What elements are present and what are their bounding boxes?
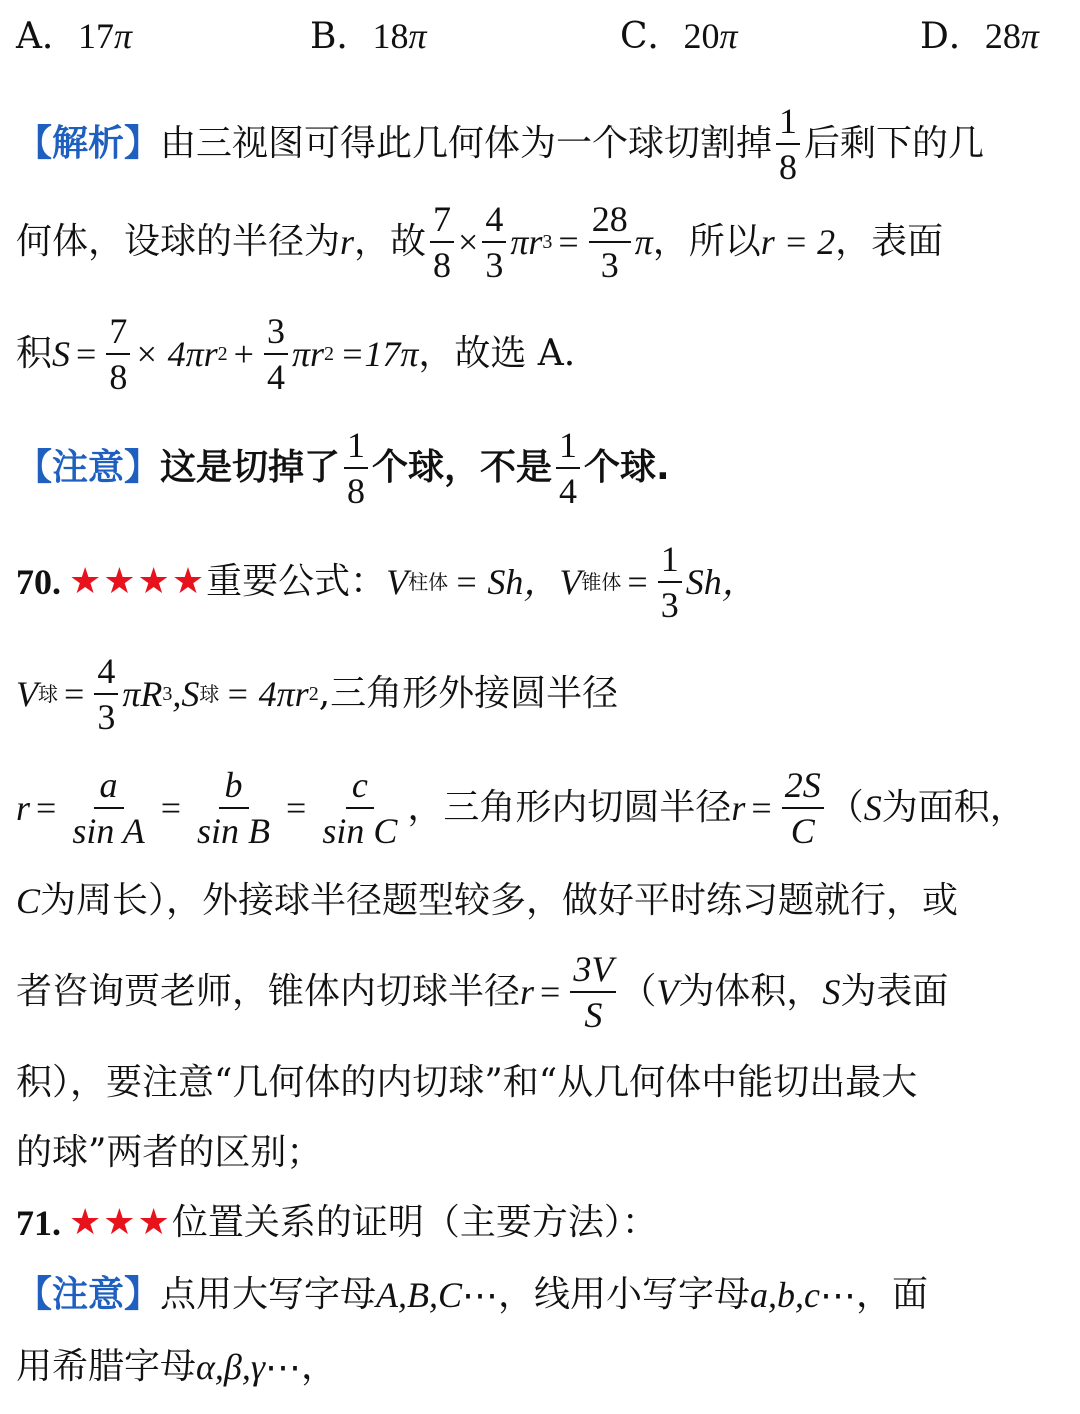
choice-c: C．20π	[620, 16, 738, 57]
fraction: $\frac{3V}{S}$	[570, 951, 616, 1033]
fraction: $\frac{7}{8}$	[430, 201, 454, 283]
fraction: $\frac{1}{8}$	[776, 103, 800, 185]
analysis-tag: 【解析】	[16, 123, 161, 164]
note-tag: 【注意】	[16, 447, 161, 488]
fraction: $\frac{1}{8}$	[344, 427, 368, 509]
star-rating: ★★★	[69, 1202, 172, 1243]
fraction: $\frac{28}{3}$	[589, 201, 631, 283]
item-70-line-6: 积），要注意“几何体的内切球”和“从几何体中能切出最大	[16, 1062, 918, 1103]
note-2-line-1: 【注意】 点用大写字母 A,B,C ⋯ ，线用小写字母 a,b,c ⋯ ，面	[16, 1274, 929, 1315]
fraction: $\frac{c}{\text{sin C}}$	[322, 765, 398, 851]
note-2-line-2: 用希腊字母 α,β,γ ⋯ ，	[16, 1346, 338, 1387]
item-70-line-7: 的球”两者的区别；	[16, 1132, 323, 1173]
fraction: $\frac{4}{3}$	[94, 653, 118, 735]
choice-b: B．18π	[310, 16, 427, 57]
item-number: 71.	[16, 1203, 61, 1243]
item-70-line-4: C 为周长），外接球半径题型较多，做好平时练习题就行，或	[16, 880, 959, 921]
note-tag: 【注意】	[16, 1274, 161, 1315]
fraction: $\frac{1}{4}$	[556, 427, 580, 509]
item-70-line-3: r = $\frac{a}{\text{sin A}}$ = $\frac{b}{\text{sin B}}$ = $\frac{c}{\text{sin C}}$ ，三角形内切圆半径 r = $\frac{2S}{C}$ （ S 为面积，	[16, 765, 1026, 851]
fraction: $\frac{b}{\text{sin B}}$	[197, 765, 271, 851]
choice-d: D．28π	[920, 16, 1039, 57]
choice-a: A．17π	[16, 16, 133, 57]
fraction: $\frac{1}{3}$	[658, 541, 682, 623]
fraction: $\frac{3}{4}$	[264, 313, 288, 395]
analysis-line-2: 何体，设球的半径为 r ，故 $\frac{7}{8}$ × $\frac{4}{3}$ πr 3 = $\frac{28}{3}$ π ，所以 r = 2 ，表面	[16, 199, 944, 285]
item-70-line-2: V 球 = $\frac{4}{3}$ πR 3 ,S 球 = 4πr 2 ,三角形外接圆半径	[16, 651, 619, 737]
fraction: $\frac{4}{3}$	[482, 201, 506, 283]
fraction: $\frac{a}{\text{sin A}}$	[72, 765, 145, 851]
item-70-line-5: 者咨询贾老师，锥体内切球半径 r = $\frac{3V}{S}$ （ V 为体积， S 为表面	[16, 949, 949, 1035]
analysis-line-1: 【解析】 由三视图可得此几何体为一个球切割掉 $\frac{1}{8}$ 后剩下的几	[16, 101, 985, 187]
analysis-line-3: 积 S = $\frac{7}{8}$ × 4πr 2 + $\frac{3}{4}$ πr 2 =17π ，故选 A.	[16, 311, 576, 397]
item-70-line-1: 70. ★★★★ 重要公式： V 柱体 = Sh， V 锥体 = $\frac{1}{3}$ Sh，	[16, 539, 758, 625]
item-number: 70.	[16, 562, 61, 602]
fraction: $\frac{7}{8}$	[106, 313, 130, 395]
fraction: $\frac{2S}{C}$	[782, 767, 824, 849]
star-rating: ★★★★	[69, 561, 207, 602]
item-71-line-1: 71. ★★★ 位置关系的证明（主要方法）：	[16, 1202, 658, 1243]
note-line-1: 【注意】 这是切掉了 $\frac{1}{8}$ 个球，不是 $\frac{1}{4}$ 个球.	[16, 425, 670, 511]
